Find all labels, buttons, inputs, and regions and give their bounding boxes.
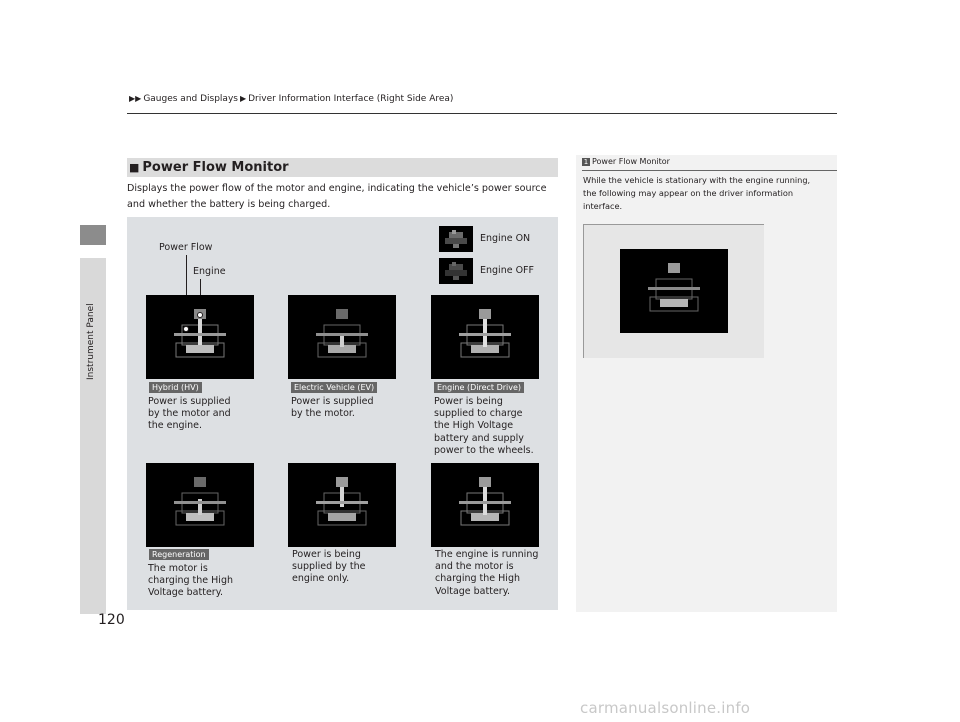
page-number: 120 xyxy=(98,612,125,628)
mode-caption-engine-charging: The engine is running and the motor is charging the High Voltage battery. xyxy=(435,549,539,597)
mode-tag-direct-drive: Engine (Direct Drive) xyxy=(434,382,524,393)
section-heading xyxy=(127,158,558,177)
watermark: carmanualsonline.info xyxy=(580,699,751,717)
mode-tag-ev: Electric Vehicle (EV) xyxy=(291,382,377,393)
mode-caption-engine-only: Power is being supplied by the engine only. xyxy=(292,549,366,585)
section-title: Power Flow Monitor xyxy=(142,160,289,175)
mode-caption-ev: Power is supplied by the motor. xyxy=(291,396,374,420)
power-flow-callout: Power Flow xyxy=(159,242,213,253)
section-marker-icon: ■ xyxy=(129,161,140,174)
engine-on-thumbnail xyxy=(439,226,473,252)
breadcrumb-arrow-icon: ▶▶ xyxy=(129,94,142,103)
direct-drive-screen xyxy=(431,295,539,379)
note-title-text: Power Flow Monitor xyxy=(592,157,670,166)
side-tab-label: Instrument Panel xyxy=(86,303,96,380)
mode-tag-hybrid: Hybrid (HV) xyxy=(149,382,202,393)
mode-caption-direct-drive: Power is being supplied to charge the High Voltage battery and supply power to the wheels. xyxy=(434,396,534,456)
note-number-badge: 1 xyxy=(583,157,589,166)
ev-screen xyxy=(288,295,396,379)
breadcrumb-item-dii[interactable]: Driver Information Interface (Right Side Area) xyxy=(248,94,454,104)
header-divider xyxy=(127,113,837,114)
note-text: While the vehicle is stationary with the engine running, the following may appear on the driver information interface. xyxy=(583,175,811,211)
engine-charging-screen xyxy=(431,463,539,547)
breadcrumb-arrow-icon: ▶ xyxy=(239,94,247,103)
mode-caption-regeneration: The motor is charging the High Voltage battery. xyxy=(148,563,233,599)
breadcrumb xyxy=(127,94,453,104)
engine-off-label: Engine OFF xyxy=(480,265,534,276)
breadcrumb-item-gauges[interactable]: Gauges and Displays xyxy=(143,94,238,104)
mode-tag-regeneration: Regeneration xyxy=(149,549,209,560)
note-title xyxy=(582,157,670,166)
regeneration-screen xyxy=(146,463,254,547)
engine-off-thumbnail xyxy=(439,258,473,284)
hybrid-screen xyxy=(146,295,254,379)
side-tab-marker xyxy=(80,225,106,245)
mode-caption-hybrid: Power is supplied by the motor and the engine. xyxy=(148,396,231,432)
section-description: Displays the power flow of the motor and engine, indicating the vehicle’s power source and whether the battery is being charged. xyxy=(127,183,547,210)
note-figure-screen xyxy=(620,249,728,333)
engine-callout: Engine xyxy=(193,266,226,277)
engine-on-label: Engine ON xyxy=(480,233,531,244)
engine-only-screen xyxy=(288,463,396,547)
note-divider xyxy=(582,170,837,171)
